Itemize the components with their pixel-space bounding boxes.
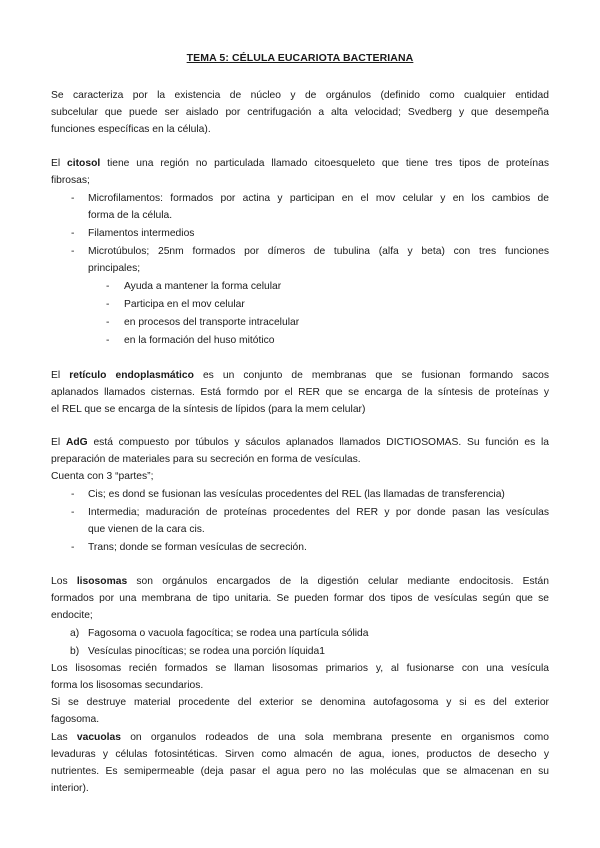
reticulo-line: [51, 367, 549, 384]
bullet-text: principales;: [88, 263, 141, 274]
text-run: El: [51, 158, 68, 169]
text-run: tiene una región no particulada llamado citoesqueleto que tiene tres tipos de proteínas: [100, 158, 549, 169]
text-run: está compuesto por túbulos y sáculos aplanados llamados DICTIOSOMAS. Su función es la: [87, 437, 549, 448]
intro-line: Se caracteriza por la existencia de núcleo y de orgánulos (definido como cualquier entidad: [51, 90, 549, 101]
sub-bullet-dash: -: [106, 335, 110, 346]
intro-line: funciones específicas en la célula).: [51, 124, 211, 135]
sub-bullet-text: en procesos del transporte intracelular: [124, 317, 300, 328]
term-citosol: citosol: [67, 158, 101, 169]
bullet-dash: -: [71, 246, 75, 257]
list-item-text: Fagosoma o vacuola fagocítica; se rodea una partícula sólida: [88, 628, 369, 639]
text-run: on organulos rodeados de una sola membrana presente en organismos como: [120, 732, 549, 743]
lisosomas-line: [51, 573, 549, 590]
vacuolas-line: interior).: [51, 783, 89, 794]
bullet-dash: -: [71, 507, 75, 518]
page-title: TEMA 5: CÉLULA EUCARIOTA BACTERIANA: [186, 52, 414, 64]
bullet-text: Trans; donde se forman vesículas de secreción.: [88, 542, 307, 553]
sub-bullet-text: Participa en el mov celular: [124, 299, 245, 310]
list-marker: b): [70, 646, 80, 657]
text-run: Los: [51, 576, 77, 587]
bullet-text: forma de la célula.: [88, 210, 173, 221]
adg-line: [51, 434, 549, 451]
sub-bullet-dash: -: [106, 317, 110, 328]
list-item-text: Vesículas pinocíticas; se rodea una porción líquida1: [88, 646, 325, 657]
bullet-text: Cis; es dond se fusionan las vesículas procedentes del REL (las llamadas de transferencia): [88, 489, 505, 500]
sub-bullet-dash: -: [106, 299, 110, 310]
text-run: es un conjunto de membranas que se fusionan formando sacos: [193, 370, 549, 381]
sub-bullet-dash: -: [106, 281, 110, 292]
list-marker: a): [70, 628, 80, 639]
sub-bullet-text: en la formación del huso mitótico: [124, 335, 275, 346]
lisosomas-line: Los lisosomas recién formados se llaman lisosomas primarios y, al fusionarse con una vesícula: [51, 663, 549, 674]
lisosomas-line: endocite;: [51, 610, 93, 621]
sub-bullet-text: Ayuda a mantener la forma celular: [124, 281, 282, 292]
reticulo-line: aplanados llamados cisternas. Está formdo por el RER que se encarga de la síntesis de proteínas y: [51, 387, 549, 398]
lisosomas-line: forma los lisosomas secundarios.: [51, 680, 204, 691]
bullet-dash: -: [71, 228, 75, 239]
term-vacuolas: vacuolas: [76, 732, 121, 743]
reticulo-line: el REL que se encarga de la síntesis de lípidos (para la mem celular): [51, 404, 366, 415]
bullet-text: que vienen de la cara cis.: [88, 524, 205, 535]
term-lisosomas: lisosomas: [76, 576, 128, 587]
adg-line: preparación de materiales para su secreción en forma de vesículas.: [51, 454, 361, 465]
vacuolas-line: [51, 729, 549, 746]
lisosomas-line: fagosoma.: [51, 714, 100, 725]
intro-line: subcelular que puede ser aislado por centrifugación a alta velocidad; Svedberg y que desempeña: [51, 107, 549, 118]
term-reticulo: retículo endoplasmático: [69, 370, 194, 381]
bullet-dash: -: [71, 193, 75, 204]
text-run: El: [51, 437, 66, 448]
bullet-text: Microfilamentos: formados por actina y participan en el mov celular y en los cambios de: [88, 193, 549, 204]
bullet-dash: -: [71, 489, 75, 500]
term-adg: AdG: [65, 437, 88, 448]
bullet-text: Microtúbulos; 25nm formados por dímeros de tubulina (alfa y beta) con tres funciones: [88, 246, 549, 257]
adg-line: Cuenta con 3 “partes”;: [51, 471, 154, 482]
text-run: son orgánulos encargados de la digestión celular mediante endocitosis. Están: [127, 576, 549, 587]
text-run: Las: [51, 732, 77, 743]
vacuolas-line: nutrientes. Es semipermeable (deja pasar el agua pero no las moléculas que se almacenan en su: [51, 766, 549, 777]
lisosomas-line: Si se destruye material procedente del exterior se denomina autofagosoma y si es del exterior: [51, 697, 549, 708]
bullet-dash: -: [71, 542, 75, 553]
citosol-line: fibrosas;: [51, 175, 90, 186]
citosol-line: [51, 155, 549, 172]
vacuolas-line: levaduras y células fotosintéticas. Sirven como almacén de agua, iones, productos de desecho y: [51, 749, 549, 760]
bullet-text: Filamentos intermedios: [88, 228, 195, 239]
bullet-text: Intermedia; maduración de proteínas procedentes del RER y por donde pasan las vesículas: [88, 507, 549, 518]
text-run: El: [51, 370, 70, 381]
lisosomas-line: formados por una membrana de tipo unitaria. Se pueden formar dos tipos de vesículas según que se: [51, 593, 549, 604]
